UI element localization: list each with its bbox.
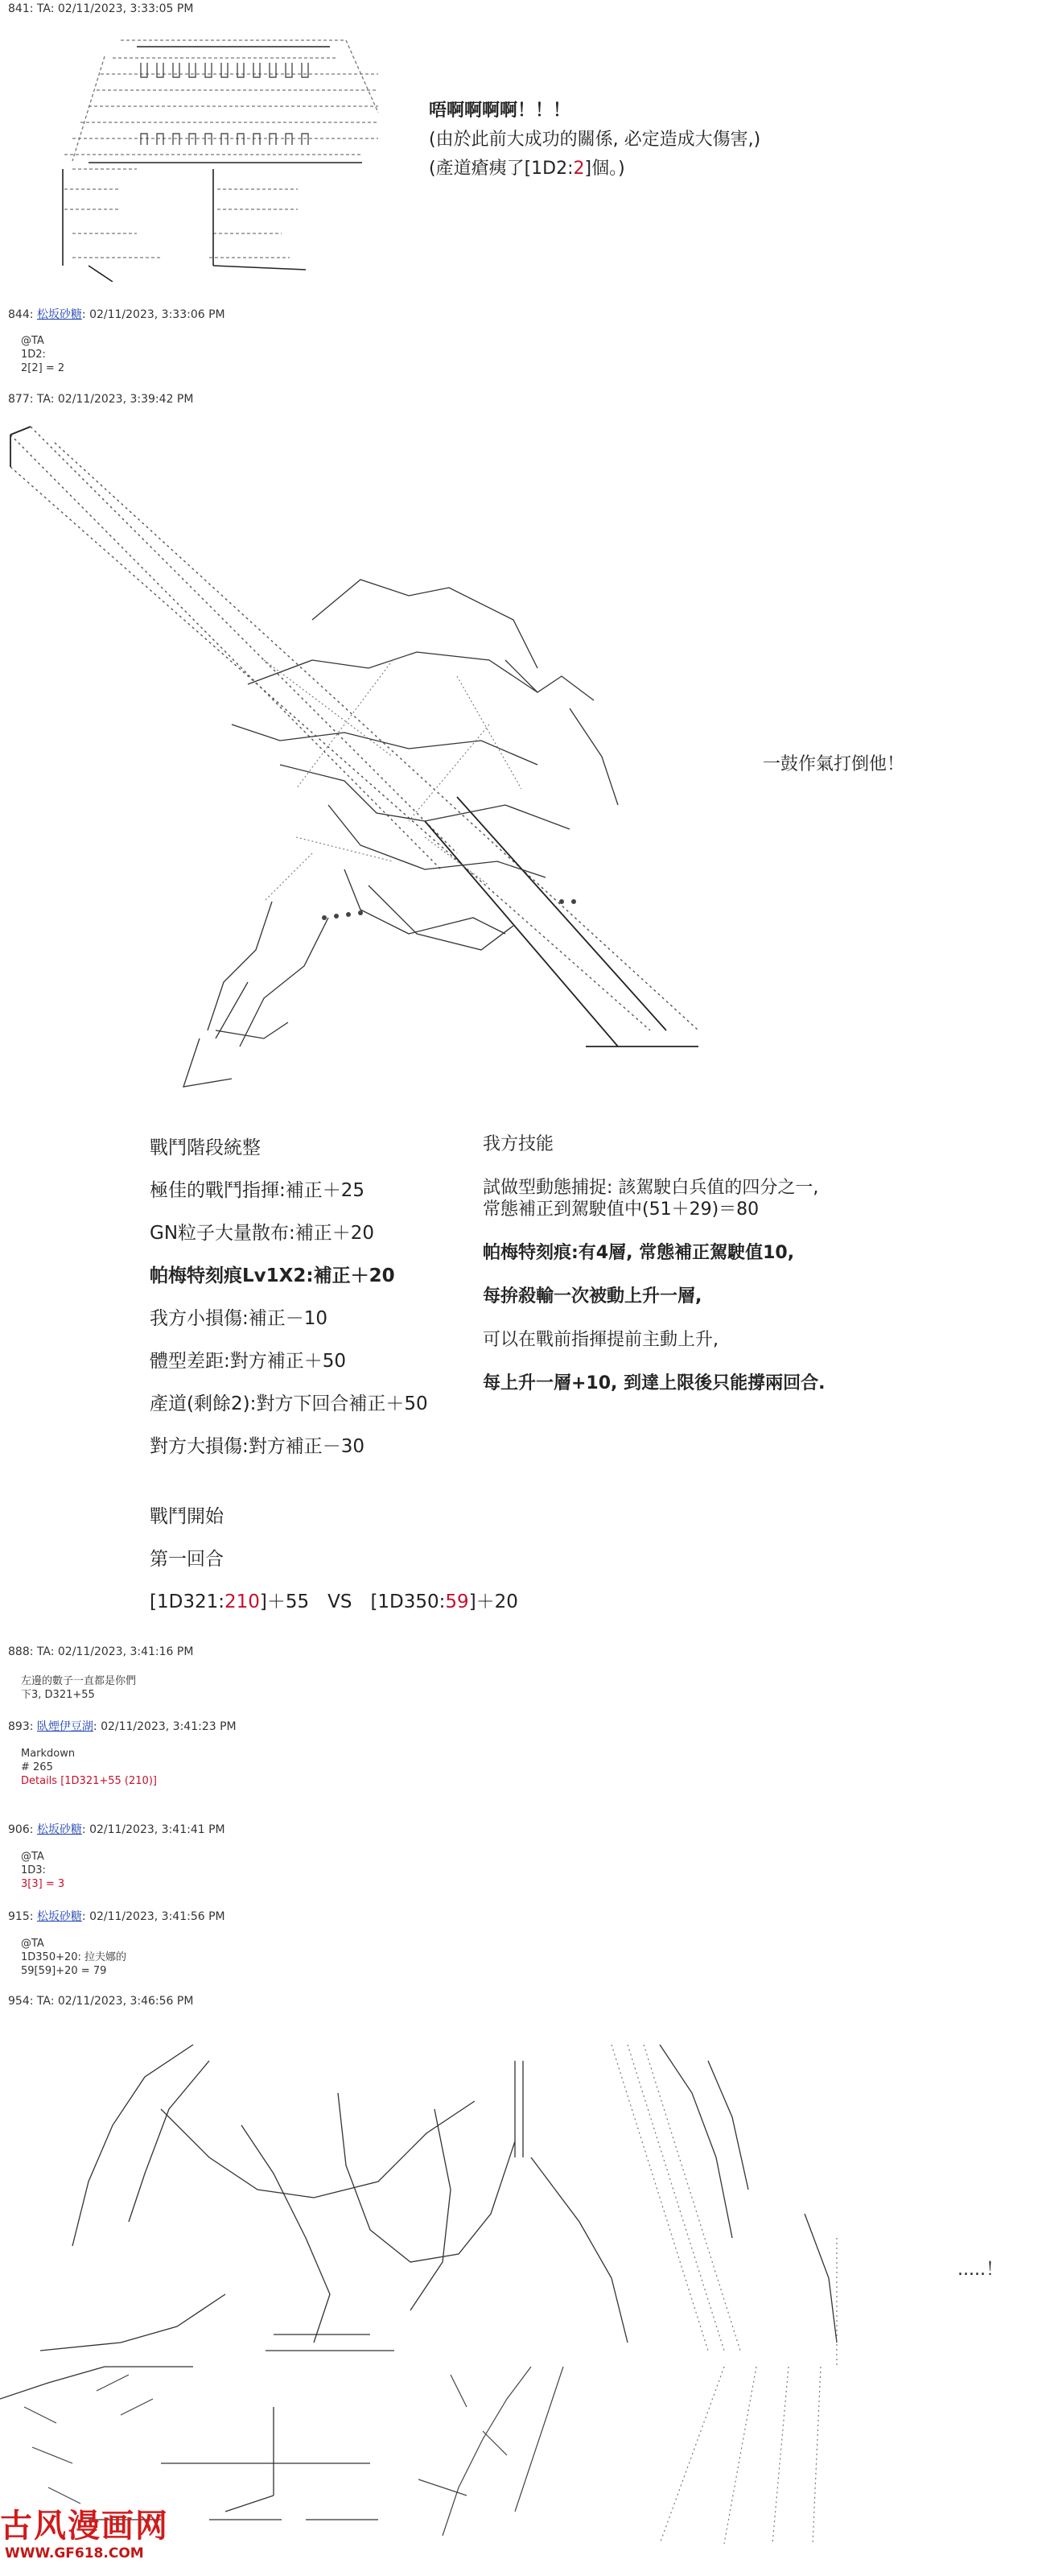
details-link[interactable]: Details [1D321+55 (210)]	[21, 1775, 157, 1787]
post-header: 844: 松坂砂糖: 02/11/2023, 3:33:06 PM	[8, 308, 225, 321]
post-header: 841: TA: 02/11/2023, 3:33:05 PM	[8, 2, 194, 15]
ellipsis-exclaim: .....！	[957, 2260, 1003, 2280]
post-author-link[interactable]: 松坂砂糖	[36, 1910, 82, 1923]
battle-narration	[429, 97, 760, 184]
post-author: TA	[36, 1995, 51, 2008]
post-header: 954: TA: 02/11/2023, 3:46:56 PM	[8, 1995, 194, 2008]
narration-line: (產道瘡痍了[1D2:2]個。)	[429, 159, 625, 179]
skill-line: 每上升一層+10, 到達上限後只能撐兩回合.	[483, 1373, 826, 1393]
dice-result: 59	[445, 1591, 469, 1612]
post-author: TA	[36, 393, 51, 406]
watermark-title: 古风漫画网	[0, 2508, 169, 2545]
ascii-art-robot-with-sword	[6, 419, 731, 1111]
skill-line: 每拚殺輸一次被動上升一層,	[483, 1286, 702, 1307]
dice-result: 3[3] = 3	[21, 1878, 65, 1890]
ascii-art-robot-with-sword-svg	[6, 419, 731, 1111]
round-label: 第一回合	[150, 1549, 224, 1570]
post-text: 左邊的數子一直都是你們 下3, D321+55	[21, 1675, 137, 1701]
post-header: 877: TA: 02/11/2023, 3:39:42 PM	[8, 393, 194, 406]
ascii-art-battle-scene	[0, 2029, 885, 2544]
battle-shout: 一鼓作氣打倒他！	[763, 754, 905, 774]
dice-result: 210	[224, 1591, 260, 1612]
summary-line: 對方大損傷:對方補正－30	[150, 1436, 365, 1457]
summary-line: GN粒子大量散布:補正＋20	[150, 1223, 375, 1244]
dice-roll-reply: Markdown # 265 Details [1D321+55 (210)]	[21, 1748, 157, 1787]
narration-line: (由於此前大成功的關係, 必定造成大傷害,)	[429, 130, 761, 150]
post-number: 906	[8, 1823, 30, 1836]
dice-roll-reply: @TA 1D350+20: 拉夫娜的 59[59]+20 = 79	[21, 1938, 127, 1977]
post-author: TA	[36, 1645, 51, 1658]
ascii-art-robot-crouching	[40, 24, 386, 282]
post-header: 915: 松坂砂糖: 02/11/2023, 3:41:56 PM	[8, 1910, 225, 1923]
post-author-link[interactable]: 松坂砂糖	[36, 308, 82, 321]
summary-line: 帕梅特刻痕Lv1X2:補正＋20	[150, 1265, 395, 1286]
post-date: 02/11/2023, 3:41:23 PM	[101, 1720, 237, 1733]
post-header: 906: 松坂砂糖: 02/11/2023, 3:41:41 PM	[8, 1823, 225, 1836]
watermark-url: WWW.GF618.COM	[5, 2545, 144, 2562]
skill-line: 常態補正到駕駛值中(51＋29)＝80	[483, 1199, 760, 1220]
post-number: 954	[8, 1995, 30, 2008]
ascii-art-battle-scene-svg	[0, 2029, 885, 2544]
skills-heading: 我方技能	[483, 1134, 554, 1154]
post-date: 02/11/2023, 3:41:41 PM	[89, 1823, 225, 1836]
dice-roll-reply: @TA 1D3: 3[3] = 3	[21, 1851, 65, 1890]
summary-line: 體型差距:對方補正＋50	[150, 1351, 347, 1372]
post-header: 888: TA: 02/11/2023, 3:41:16 PM	[8, 1645, 194, 1658]
battle-start	[150, 1496, 518, 1624]
summary-line: 我方小損傷:補正－10	[150, 1308, 328, 1329]
post-author-link[interactable]: 松坂砂糖	[36, 1823, 82, 1836]
skill-line: 試做型動態捕捉: 該駕駛白兵值的四分之一,	[483, 1178, 819, 1198]
post-number: 915	[8, 1910, 30, 1923]
post-number: 893	[8, 1720, 30, 1733]
dice-comparison: [1D321:210]＋55 VS [1D350:59]＋20	[150, 1591, 518, 1612]
post-date: 02/11/2023, 3:39:42 PM	[57, 393, 194, 406]
battle-summary-left	[150, 1127, 428, 1468]
skill-line: 可以在戰前指揮提前主動上升,	[483, 1330, 719, 1350]
battle-start-label: 戰鬥開始	[150, 1506, 224, 1527]
summary-heading: 戰鬥階段統整	[150, 1137, 261, 1158]
dice-roll-reply: @TA 1D2: 2[2] = 2	[21, 335, 65, 374]
post-date: 02/11/2023, 3:33:05 PM	[57, 2, 194, 15]
post-number: 888	[8, 1645, 30, 1658]
narration-line: 唔啊啊啊啊！！！	[429, 101, 571, 121]
summary-line: 產道(剩餘2):對方下回合補正＋50	[150, 1393, 428, 1414]
post-author-link[interactable]: 臥煙伊豆湖	[36, 1720, 93, 1733]
post-header: 893: 臥煙伊豆湖: 02/11/2023, 3:41:23 PM	[8, 1720, 237, 1733]
post-date: 02/11/2023, 3:33:06 PM	[89, 308, 225, 321]
post-date: 02/11/2023, 3:41:56 PM	[89, 1910, 225, 1923]
post-number: 877	[8, 393, 30, 406]
post-number: 841	[8, 2, 30, 15]
battle-summary-right	[483, 1133, 825, 1394]
skill-line: 帕梅特刻痕:有4層, 常態補正駕駛值10,	[483, 1243, 795, 1263]
post-date: 02/11/2023, 3:46:56 PM	[57, 1995, 194, 2008]
site-watermark	[0, 2508, 185, 2576]
ascii-art-robot-crouching-svg	[40, 24, 386, 282]
dice-result: 2	[573, 159, 585, 179]
post-author: TA	[36, 2, 51, 15]
summary-line: 極佳的戰鬥指揮:補正＋25	[150, 1180, 365, 1201]
post-number: 844	[8, 308, 30, 321]
post-date: 02/11/2023, 3:41:16 PM	[57, 1645, 194, 1658]
